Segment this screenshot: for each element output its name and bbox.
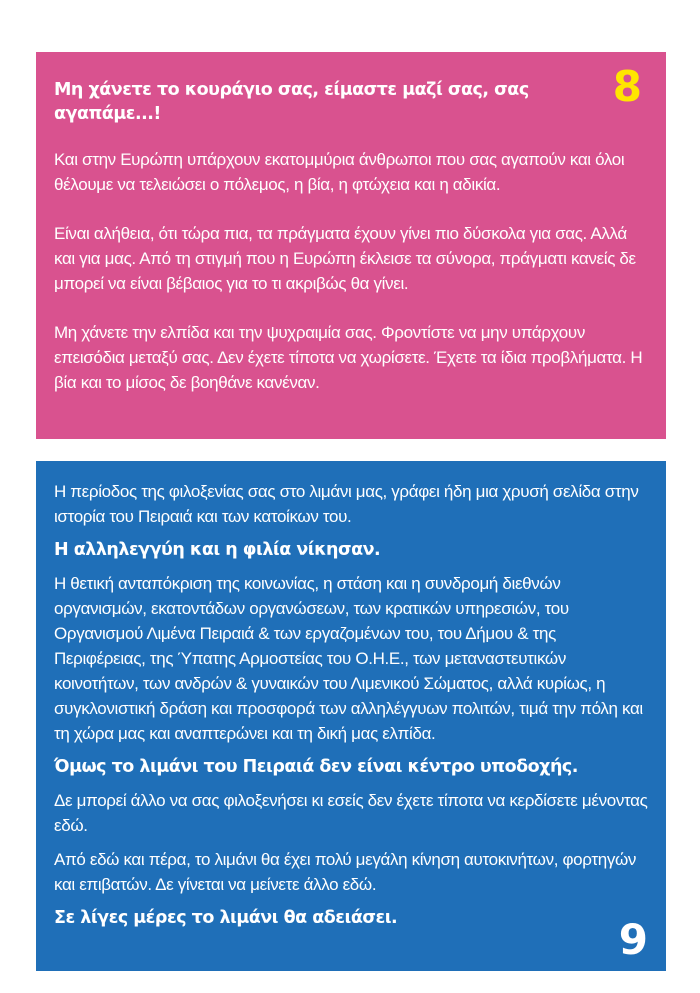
page-9-heading-1: Η αλληλεγγύη και η φιλία νίκησαν.	[54, 540, 381, 560]
page-8-card	[36, 52, 666, 439]
page-9-heading-2: Όμως το λιμάνι του Πειραιά δεν είναι κέντρο υποδοχής.	[54, 757, 578, 777]
page-9-paragraph-1: Η περίοδος της φιλοξενίας σας στο λιμάνι μας, γράφει ήδη μια χρυσή σελίδα στην ιστορία του Πειραιά και των κατοίκων του.	[54, 482, 639, 526]
page-number-9: 9	[618, 915, 648, 964]
page-9-paragraph-4: Από εδώ και πέρα, το λιμάνι θα έχει πολύ μεγάλη κίνηση αυτοκινήτων, φορτηγών και επιβατών. Δε γίνεται να μείνετε άλλο εδώ.	[54, 850, 637, 894]
page-9-card	[36, 461, 666, 971]
page-9-paragraph-2: Η θετική ανταπόκριση της κοινωνίας, η στάση και η συνδρομή διεθνών οργανισμών, εκατοντάδων οργανώσεων, των κρατικών υπηρεσιών, του Οργανισμού Λιμένα Πειραιά & των εργαζομένων του, του Δήμου & της Περιφέρειας, της Ύπατης Αρμοστείας του Ο.Η.Ε., των μεταναστευτικών κοινοτήτων, των ανδρών & γυναικών του Λιμενικού Σώματος, αλλά κυρίως, η συγκλονιστική δράση και προσφορά των αλληλέγγυων πολιτών, τιμά την πόλη και τη χώρα μας και αναπτερώνει και τη δική μας ελπίδα.	[54, 574, 643, 743]
page-8-paragraph-2: Είναι αλήθεια, ότι τώρα πια, τα πράγματα έχουν γίνει πιο δύσκολα για σας. Αλλά και για μας. Από τη στιγμή που η Ευρώπη έκλεισε τα σύνορα, πράγματι κανείς δε μπορεί να είναι βέβαιος για το τι ακριβώς θα γίνει.	[54, 224, 636, 293]
page-9-heading-3: Σε λίγες μέρες το λιμάνι θα αδειάσει.	[54, 908, 398, 928]
page-8-paragraph-1: Και στην Ευρώπη υπάρχουν εκατομμύρια άνθρωποι που σας αγαπούν και όλοι θέλουμε να τελειώσει ο πόλεμος, η βία, η φτώχεια και η αδικία.	[54, 150, 625, 194]
page-8-heading: Μη χάνετε το κουράγιο σας, είμαστε μαζί σας, σας αγαπάμε...!	[54, 80, 529, 124]
page-8-paragraph-3: Μη χάνετε την ελπίδα και την ψυχραιμία σας. Φροντίστε να μην υπάρχουν επεισόδια μεταξύ σας. Δεν έχετε τίποτα να χωρίσετε. Έχετε τα ίδια προβλήματα. Η βία και το μίσος δε βοηθάνε κανέναν.	[54, 323, 643, 392]
page-9-paragraph-3: Δε μπορεί άλλο να σας φιλοξενήσει κι εσείς δεν έχετε τίποτα να κερδίσετε μένοντας εδώ.	[54, 791, 648, 835]
page-number-8: 8	[612, 62, 642, 111]
